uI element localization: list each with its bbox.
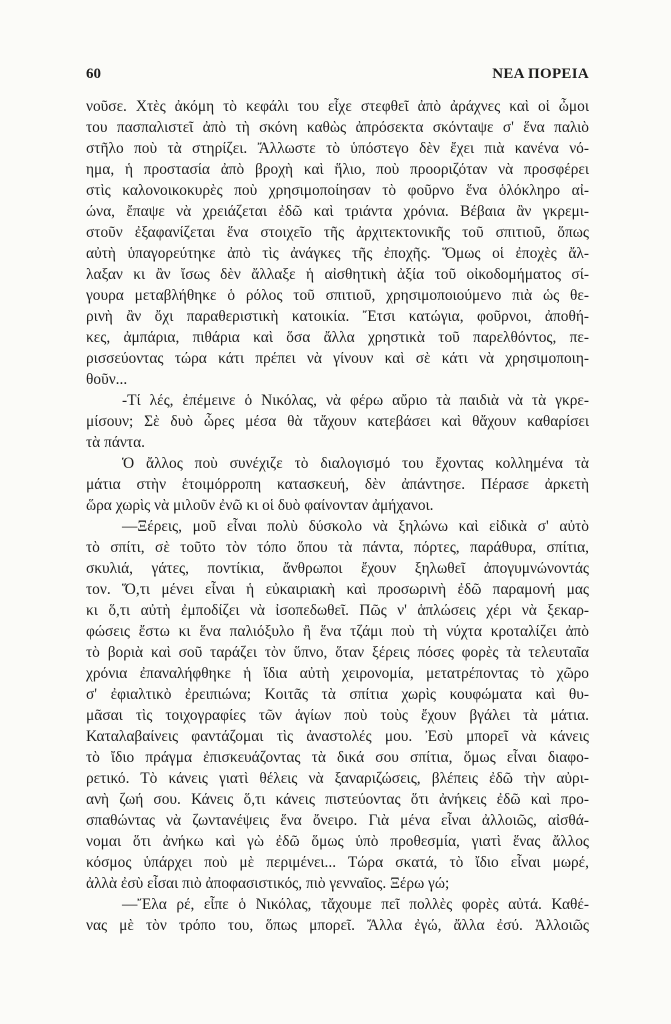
running-title: ΝΕΑ ΠΟΡΕΙΑ — [492, 66, 589, 82]
text-line: στῆλο ποὺ τὰ στηρίζει. Ἄλλωστε τὸ ὑπόστεγο δὲν ἔχει πιὰ κανένα νό- — [86, 140, 589, 157]
text-line: ἀλλὰ ἐσὺ εἶσαι πιὸ ἀποφασιστικός, πιὸ γενναῖος. Ξέρω γώ; — [86, 875, 450, 892]
text-line: —Ξέρεις, μοῦ εἶναι πολὺ δύσκολο νὰ ξηλώνω καὶ εἰδικὰ σ' αὐτὸ — [122, 518, 589, 535]
text-line: σκυλιά, γάτες, ποντίκια, ἄνθρωποι ἔχουν ξηλωθεῖ ἀπογυμνώνοντάς — [86, 560, 589, 577]
paragraph — [86, 894, 589, 936]
text-line: —Ἔλα ρέ, εἶπε ὁ Νικόλας, τἄχουμε πεῖ πολλὲς φορὲς αὐτά. Καθέ- — [122, 896, 589, 913]
text-line: φώσεις ἔστω κι ἕνα παλιόξυλο ἢ ἕνα τζάμι ποὺ τὴ νύχτα κροταλίζει ἀπὸ — [86, 623, 589, 640]
text-line: Καταλαβαίνεις φαντάζομαι τὶς ἀναστολές μου. Ἐσὺ μπορεῖ νὰ κάνεις — [86, 728, 589, 745]
text-line: -Τί λές, ἐπέμεινε ὁ Νικόλας, νὰ φέρω αὔριο τὰ παιδιὰ νὰ τὰ γκρε- — [122, 392, 589, 409]
text-line: ρινὴ ἂν ὄχι παραθεριστικὴ κατοικία. Ἔτσι κατώγια, φοῦρνοι, ἀποθή- — [86, 308, 589, 325]
text-line: ὥρα χωρὶς νὰ μιλοῦν ἐνῶ κι οἱ δυὸ φαίνονταν ἀμήχανοι. — [86, 497, 434, 514]
text-line: μίσουν; Σὲ δυὸ ὧρες μέσα θὰ τἄχουν κατεβάσει καὶ θἄχουν καθαρίσει — [86, 413, 589, 430]
text-line: λαξαν κι ἂν ἴσως δὲν ἄλλαξε ἡ αἰσθητικὴ ἀξία τοῦ οἰκοδομήματος σί- — [86, 266, 589, 283]
text-line: κι ὅ,τι αὐτὴ ἐμποδίζει νὰ ἰσοπεδωθεῖ. Πῶς ν' ἁπλώσεις χέρι νὰ ξεκαρ- — [86, 602, 589, 619]
text-line: τον. Ὅ,τι μένει εἶναι ἡ εὐκαιριακὴ καὶ προσωρινὴ ἐδῶ παραμονή μας — [86, 581, 589, 598]
text-line: στοῦν ἐξαφανίζεται ἕνα στοιχεῖο τῆς ἀρχιτεκτονικῆς τοῦ σπιτιοῦ, ὅπως — [86, 224, 589, 241]
text-line: ώνα, ἔπαψε νὰ χρειάζεται ἐδῶ καὶ τριάντα χρόνια. Βέβαια ἂν γκρεμι- — [86, 203, 589, 220]
paragraph — [86, 453, 589, 516]
page-number: 60 — [86, 66, 101, 82]
paragraph — [86, 390, 589, 453]
text-line: του πασπαλιστεῖ ἀπὸ τὴ σκόνη καθὼς ἀπρόσεκτα σκόνταψε σ' ἕνα παλιὸ — [86, 119, 589, 136]
paragraph — [86, 516, 589, 894]
text-line: Ὁ ἄλλος ποὺ συνέχιζε τὸ διαλογισμό του ἔχοντας κολλημένα τὰ — [122, 455, 589, 472]
text-line: νοῦσε. Χτὲς ἀκόμη τὸ κεφάλι του εἶχε στεφθεῖ ἀπὸ ἀράχνες καὶ οἱ ὦμοι — [86, 98, 589, 115]
text-line: μᾶσαι τὶς τοιχογραφίες τῶν ἁγίων ποὺ τοὺς ἔχουν βγάλει τὰ μάτια. — [86, 707, 589, 724]
text-line: τὸ βοριὰ καὶ σοῦ ταράζει τὸν ὕπνο, ὅταν ξέρεις πόσες φορὲς τὰ τελευταῖα — [86, 644, 589, 661]
text-line: νομαι ὅτι ἀνήκω καὶ γὼ ἐδῶ ὅμως ὑπὸ προθεσμία, γιατὶ ἕνας ἄλλος — [86, 833, 589, 850]
text-line: γουρα μεταβλήθηκε ὁ ρόλος τοῦ σπιτιοῦ, χρησιμοποιούμενο πιὰ ὡς θε- — [86, 287, 589, 304]
text-line: κόσμος ὑπάρχει ποὺ μὲ περιμένει... Τώρα σκατά, τὸ ἴδιο εἶναι μωρέ, — [86, 854, 589, 871]
text-line: σ' ἐφιαλτικὸ ἐρειπιώνα; Κοιτᾶς τὰ σπίτια χωρὶς κουφώματα καὶ θυ- — [86, 686, 589, 703]
text-line: θοῦν... — [86, 371, 128, 388]
page-body-text — [86, 96, 589, 936]
text-line: ημα, ἡ προστασία ἀπὸ βροχὴ καὶ ἥλιο, ποὺ προοριζόταν νὰ προσφέρει — [86, 161, 589, 178]
text-line: τὰ πάντα. — [86, 434, 145, 451]
text-line: τὸ ἴδιο πράγμα ἐπισκευάζοντας τὰ δικά σου σπίτια, ὅμως εἶναι διαφο- — [86, 749, 589, 766]
text-line: κες, ἀμπάρια, πιθάρια καὶ ὅσα ἄλλα χρηστικὰ τοῦ παρελθόντος, πε- — [86, 329, 589, 346]
text-line: αὐτὴ ὑπαγορεύτηκε ἀπὸ τὶς ἀνάγκες τῆς ἐποχῆς. Ὅμως οἱ ἐποχὲς ἄλ- — [86, 245, 589, 262]
paragraph — [86, 96, 589, 390]
text-line: ρισσεύοντας τώρα κάτι πρέπει νὰ γίνουν καὶ σὲ κάτι νὰ χρησιμοποιη- — [86, 350, 589, 367]
text-line: σπαθώντας νὰ ζωντανέψεις ἕνα ὄνειρο. Γιὰ μένα εἶναι ἀλλοιῶς, αἰσθά- — [86, 812, 589, 829]
text-line: νας μὲ τὸν τρόπο του, ὅπως μπορεῖ. Ἄλλα ἐγώ, ἄλλα ἐσύ. Ἀλλοιῶς — [86, 917, 589, 934]
text-line: ανὴ ζωή σου. Κάνεις ὅ,τι κάνεις πιστεύοντας ὅτι ἀνήκεις ἐδῶ καὶ προ- — [86, 791, 589, 808]
text-line: χρόνια ἐπαναλήφθηκε ἡ ἴδια αὐτὴ χειρονομία, μετατρέποντας τὸ χῶρο — [86, 665, 589, 682]
text-line: τὸ σπίτι, σὲ τοῦτο τὸν τόπο ὅπου τὰ πάντα, πόρτες, παράθυρα, σπίτια, — [86, 539, 589, 556]
text-line: ρετικό. Τὸ κάνεις γιατὶ θέλεις νὰ ξαναριζώσεις, βλέπεις ἐδῶ τὴν αὐρι- — [86, 770, 589, 787]
page-header — [86, 66, 589, 88]
text-line: στὶς καλονοικοκυρὲς ποὺ χρησιμοποίησαν τὸ φοῦρνο ἕνα ὁλόκληρο αἰ- — [86, 182, 589, 199]
text-line: μάτια στὴν ἑτοιμόρροπη κατασκευή, δὲν ἀπάντησε. Πέρασε ἀρκετὴ — [86, 476, 589, 493]
